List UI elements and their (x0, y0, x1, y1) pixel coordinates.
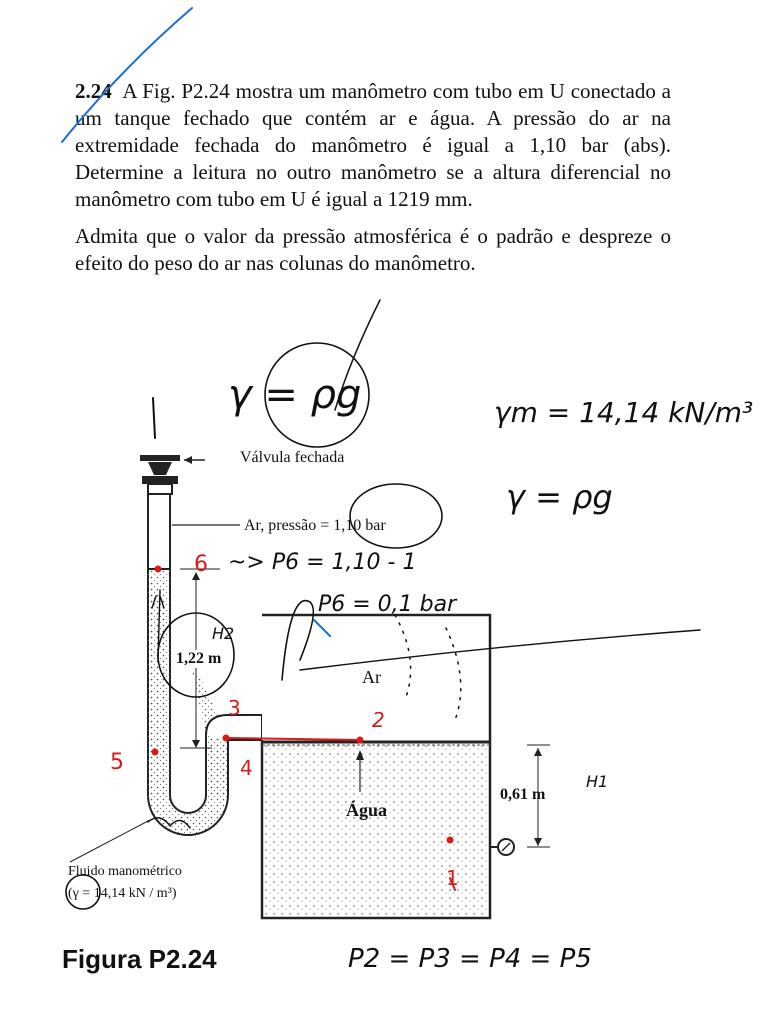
problem-statement: A Fig. P2.24 mostra um manômetro com tubo em U conectado a um tanque fechado que contém ar e água. A pressão do ar na extremidade fechada do manômetro é igual a 1,10 bar (abs). Determine a leitura no outro manômetro se a altura diferencial no manômetro com tubo em U é igual a 1219 mm. (75, 79, 672, 211)
valve-label: Válvula fechada (240, 449, 345, 466)
gamma-fluid-label: (γ = 14,14 kN / m³) (68, 886, 177, 901)
tank-air-label: Ar (362, 667, 381, 687)
annotation-point-4: 4 (240, 756, 253, 780)
annotation-point-2: 2 (372, 708, 385, 732)
water-height-label: 0,61 m (500, 786, 546, 803)
annotation-pressure-equality: P2 = P3 = P4 = P5 (348, 944, 592, 974)
annotation-h2: H2 (212, 624, 235, 643)
tank-water-label: Água (346, 800, 388, 820)
air-pressure-label: Ar, pressão = 1,10 bar (244, 517, 386, 534)
annotation-point-6: 6 (194, 552, 208, 577)
annotation-gamma-eq-1: γ = ρg (228, 372, 362, 418)
annotation-point-1: 1 (446, 866, 459, 890)
annotation-point-3: 3 (228, 696, 241, 720)
annotation-gamma-m: γm = 14,14 kN/m³ (494, 396, 754, 429)
annotation-p6-line: ~> P6 = 1,10 - 1 (228, 550, 417, 575)
height-label: 1,22 m (176, 650, 222, 667)
figure-caption: Figura P2.24 (62, 944, 217, 974)
annotation-p6-result: P6 = 0,1 bar (318, 592, 457, 617)
annotation-gamma-eq-2: γ = ρg (506, 478, 613, 516)
closed-valve (140, 455, 205, 494)
fluid-label: Fluido manométrico (68, 864, 182, 879)
problem-number: 2.24 (75, 79, 112, 103)
annotation-h1: H1 (586, 772, 609, 791)
annotation-point-5: 5 (110, 750, 124, 775)
problem-paragraph-2: Admita que o valor da pressão atmosférica é o padrão e despreze o efeito do peso do ar nas colunas do manômetro. (75, 224, 671, 275)
